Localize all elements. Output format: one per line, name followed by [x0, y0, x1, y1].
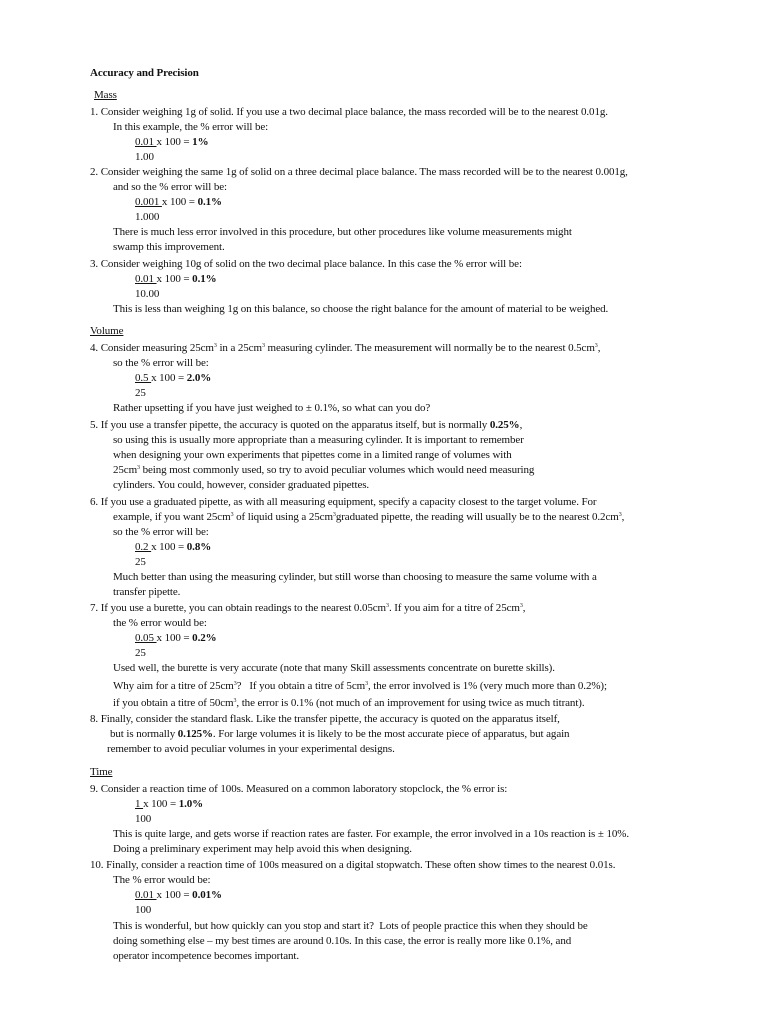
text-line: $25cm^3$ being most commonly used, so try to avoid peculiar volumes which would need measuring [113, 464, 535, 476]
text-line: 8. Finally, consider the standard flask. Like the transfer pipette, the accuracy is quoted on the apparatus itself, [90, 713, 560, 725]
text-line: 0.01 x 100 = 0.01% [135, 889, 222, 901]
text-line: 25 [135, 647, 146, 659]
text-line: so the % error will be: [113, 357, 209, 369]
text-line: so using this is usually more appropriate than a measuring cylinder. It is important to remember [113, 434, 524, 446]
section-heading: Time [90, 766, 113, 778]
text-line: if you obtain a titre of $50cm^3$, the error is 0.1% (not much of an improvement for using twice as much titrant). [113, 697, 585, 709]
text-line: 100 [135, 904, 152, 916]
text-line: transfer pipette. [113, 586, 181, 598]
text-line: 2. Consider weighing the same 1g of solid on a three decimal place balance. The mass recorded will be to the nearest 0.001g, [90, 166, 628, 178]
text-line: Much better than using the measuring cylinder, but still worse than choosing to measure the same volume with a [113, 571, 597, 583]
text-line: operator incompetence becomes important. [113, 950, 299, 962]
text-line: so the % error will be: [113, 526, 209, 538]
text-line: 7. If you use a burette, you can obtain readings to the nearest $0.05cm^3$. If you aim for a titre of $25cm^3$, [90, 602, 526, 614]
text-line: There is much less error involved in this procedure, but other procedures like volume measurements might [113, 226, 572, 238]
text-line: 6. If you use a graduated pipette, as with all measuring equipment, specify a capacity closest to the target volume. For [90, 496, 597, 508]
text-line: This is wonderful, but how quickly can you stop and start it? Lots of people practice this when they should be [113, 920, 588, 932]
text-line: but is normally 0.125%. For large volumes it is likely to be the most accurate piece of apparatus, but again [110, 728, 570, 740]
text-line: 4. Consider measuring $25cm^3$ in a $25cm^3$ measuring cylinder. The measurement will normally be to the nearest $0.5cm^3$, [90, 342, 601, 354]
text-line: 3. Consider weighing 10g of solid on the two decimal place balance. In this case the % error will be: [90, 258, 522, 270]
text-line: the % error would be: [113, 617, 207, 629]
text-line: In this example, the % error will be: [113, 121, 269, 133]
text-line: 25 [135, 387, 146, 399]
section-heading: Volume [90, 325, 124, 337]
text-line: remember to avoid peculiar volumes in your experimental designs. [107, 743, 395, 755]
text-line: 0.5 x 100 = 2.0% [135, 372, 212, 384]
text-line: when designing your own experiments that pipettes come in a limited range of volumes with [113, 449, 512, 461]
text-line: 5. If you use a transfer pipette, the accuracy is quoted on the apparatus itself, but is normally 0.25%, [90, 419, 523, 431]
text-line: and so the % error will be: [113, 181, 227, 193]
text-line: This is less than weighing 1g on this balance, so choose the right balance for the amount of material to be weighed. [113, 303, 609, 315]
text-line: This is quite large, and gets worse if reaction rates are faster. For example, the error involved in a 10s reaction is ± 10%. [113, 828, 629, 840]
text-line: 0.2 x 100 = 0.8% [135, 541, 212, 553]
text-line: The % error would be: [113, 874, 211, 886]
text-line: 100 [135, 813, 152, 825]
text-line: 9. Consider a reaction time of 100s. Measured on a common laboratory stopclock, the % error is: [90, 783, 508, 795]
text-line: 0.001 x 100 = 0.1% [135, 196, 222, 208]
document-title: Accuracy and Precision [90, 67, 199, 79]
text-line: 0.01 x 100 = 0.1% [135, 273, 217, 285]
text-line: example, if you want $25cm^3$ of liquid using a $25cm^3graduated$ pipette, the reading will usually be to the nearest $0.2cm^3$, [113, 511, 625, 523]
text-line: 10. Finally, consider a reaction time of 100s measured on a digital stopwatch. These often show times to the nearest 0.01s. [90, 859, 616, 871]
text-line: 1.000 [135, 211, 160, 223]
text-line: 1.00 [135, 151, 154, 163]
section-heading: Mass [94, 89, 117, 101]
text-line: cylinders. You could, however, consider graduated pipettes. [113, 479, 370, 491]
text-line: 25 [135, 556, 146, 568]
text-line: Why aim for a titre of $25cm^3$? If you obtain a titre of $5cm^3$, the error involved is 1% (very much more than 0.2%); [113, 680, 607, 692]
text-line: 10.00 [135, 288, 160, 300]
text-line: swamp this improvement. [113, 241, 225, 253]
text-line: 1 x 100 = 1.0% [135, 798, 204, 810]
text-line: 0.01 x 100 = 1% [135, 136, 209, 148]
text-line: 1. Consider weighing 1g of solid. If you use a two decimal place balance, the mass recorded will be to the nearest 0.01g. [90, 106, 608, 118]
text-line: Doing a preliminary experiment may help avoid this when designing. [113, 843, 412, 855]
text-line: 0.05 x 100 = 0.2% [135, 632, 217, 644]
text-line: Rather upsetting if you have just weighed to ± 0.1%, so what can you do? [113, 402, 431, 414]
text-line: Used well, the burette is very accurate (note that many Skill assessments concentrate on burette skills). [113, 662, 555, 674]
text-line: doing something else – my best times are around 0.10s. In this case, the error is really more like 0.1%, and [113, 935, 572, 947]
